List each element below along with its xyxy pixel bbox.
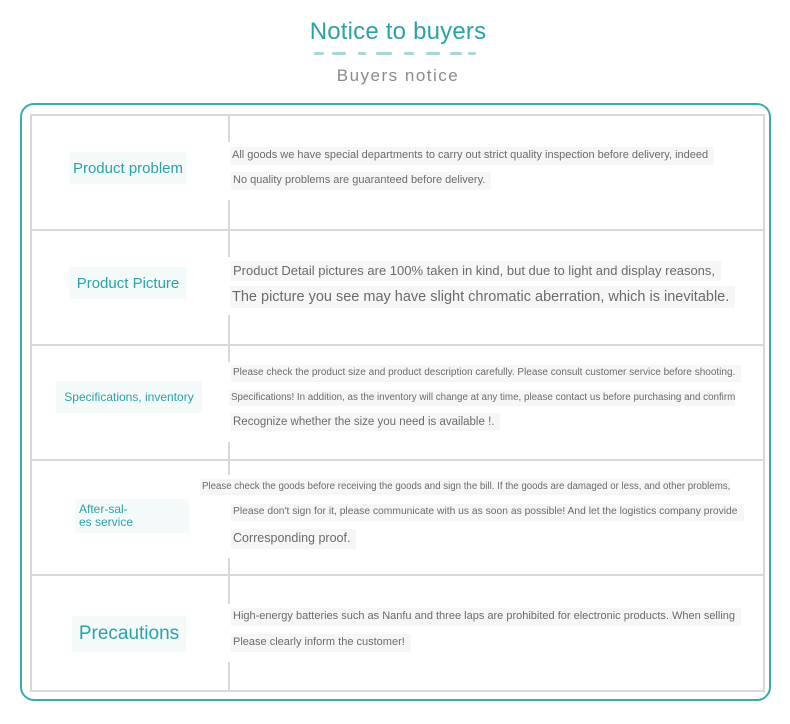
title-reflection-decoration bbox=[310, 50, 480, 58]
column-divider bbox=[228, 576, 230, 604]
row-text-line: The picture you see may have slight chromatic aberration, which is inevitable. bbox=[230, 286, 735, 308]
row-label-product-problem: Product problem bbox=[69, 152, 187, 184]
row-label-specifications-inventory: Specifications, inventory bbox=[56, 381, 202, 413]
row-text-line: All goods we have special departments to carry out strict quality inspection before delivery, indeed bbox=[230, 147, 714, 165]
row-label-precautions: Precautions bbox=[72, 616, 186, 652]
row-text-line: High-energy batteries such as Nanfu and three laps are prohibited for electronic products. When selling bbox=[231, 608, 741, 626]
row-text-line: Corresponding proof. bbox=[231, 529, 356, 549]
row-text-line: Recognize whether the size you need is available !. bbox=[231, 413, 500, 431]
column-divider bbox=[228, 662, 230, 690]
notice-row-specifications-inventory bbox=[32, 346, 763, 461]
column-divider bbox=[228, 231, 230, 257]
row-label-after-sales-service bbox=[75, 499, 189, 533]
column-divider bbox=[228, 116, 230, 142]
notice-row-precautions bbox=[32, 576, 763, 690]
row-text-line: Specifications! In addition, as the inventory will change at any time, please contact us before purchasing and confirm bbox=[229, 390, 735, 406]
row-text-line: Please check the product size and product description carefully. Please consult customer service before shooting. bbox=[231, 365, 741, 382]
row-text-line: Please don't sign for it, please communicate with us as soon as possible! And let the logistics company provide bbox=[231, 504, 744, 521]
page-title: Notice to buyers bbox=[309, 18, 487, 45]
column-divider bbox=[228, 315, 230, 346]
column-divider bbox=[228, 461, 230, 475]
row-text-line: Product Detail pictures are 100% taken in kind, but due to light and display reasons, bbox=[231, 261, 721, 281]
notice-row-after-sales-service bbox=[32, 461, 763, 576]
row-text-line: Please clearly inform the customer! bbox=[231, 634, 411, 652]
row-text-line: Please check the goods before receiving the goods and sign the bill. If the goods are damaged or less, and other problems, bbox=[200, 479, 730, 495]
notice-row-product-problem bbox=[32, 116, 763, 231]
column-divider bbox=[228, 346, 230, 362]
page-subtitle: Buyers notice bbox=[336, 66, 460, 85]
notice-table bbox=[30, 114, 765, 692]
column-divider bbox=[228, 442, 230, 461]
column-divider bbox=[228, 200, 230, 231]
notice-row-product-picture bbox=[32, 231, 763, 346]
column-divider bbox=[228, 558, 230, 576]
row-text-line: No quality problems are guaranteed before delivery. bbox=[231, 172, 491, 190]
row-label-product-picture: Product Picture bbox=[69, 267, 187, 299]
row-label-after-sales-line2: es service bbox=[79, 515, 134, 529]
row-label-after-sales-line1: After-sal- bbox=[79, 502, 128, 517]
